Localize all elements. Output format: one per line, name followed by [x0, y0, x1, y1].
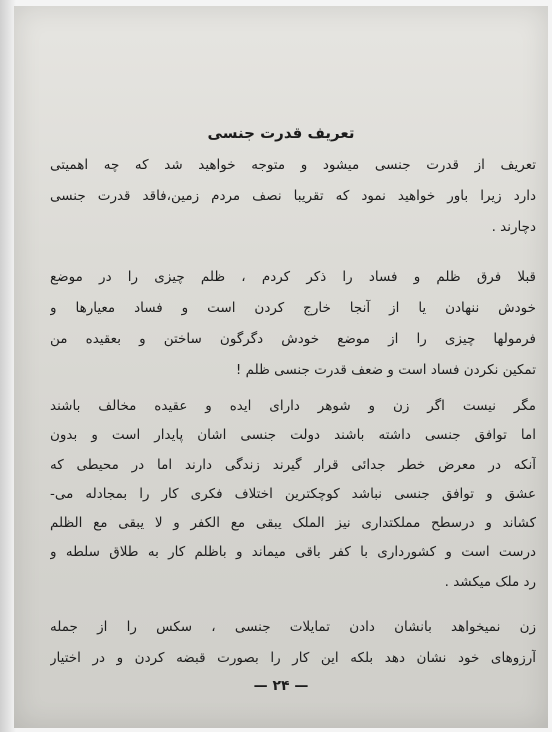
- text-line: رد ملک میکشد .: [444, 573, 536, 590]
- text-line: اما توافق جنسی داشته باشند دولت جنسی اشان پایدار است و بدون: [50, 427, 536, 444]
- text-line: تمکین نکردن فساد است و ضعف قدرت جنسی ظلم !: [235, 362, 536, 378]
- text-line: درست است و کشورداری با کفر باقی میماند و باظلم کار به طلاق سلطه و: [50, 544, 536, 561]
- text-line: دارد زیرا باور خواهید نمود که تقریبا نصف مردم زمین،فاقد قدرت جنسی: [50, 188, 536, 204]
- text-line: تعریف از قدرت جنسی میشود و متوجه خواهید شد که چه اهمیتی: [50, 157, 536, 173]
- text-line: آرزوهای خود نشان دهد بلکه این کار را بصورت قبضه کردن و در اختیار: [50, 650, 536, 666]
- paragraph-2: [50, 262, 536, 386]
- text-line: مگر نیست اگر زن و شوهر دارای ایده و عقیده مخالف باشند: [50, 398, 536, 414]
- text-line: فرمولها چیزی را از موضع خودش دگرگون ساختن و بعقیده من: [50, 331, 536, 347]
- paragraph-3: [50, 392, 536, 597]
- page-number: — ۲۴ —: [253, 678, 309, 694]
- text-line: کشاند و درسطح مملکتداری نیز الملک یبقی مع الکفر و لا یبقی مع الظلم: [50, 515, 536, 532]
- text-line: قبلا فرق ظلم و فساد را ذکر کردم ، ظلم چیزی را در موضع: [50, 269, 536, 285]
- page-title: تعریف قدرت جنسی: [207, 124, 355, 142]
- text-line: خودش ننهادن یا از آنجا خارج کردن است و فساد معیارها و: [50, 300, 536, 316]
- paragraph-1: [50, 150, 536, 243]
- book-page: [14, 6, 548, 728]
- text-line: آنکه در معرض خطر جدائی قرار گیرند زندگی دارند اما در محیطی که: [50, 456, 536, 473]
- paragraph-4: [50, 612, 536, 674]
- text-line: عشق و توافق جنسی نباشد کوچکترین اختلاف فکری کار را بمجادله می-: [50, 485, 536, 502]
- text-line: زن نمیخواهد بانشان دادن تمایلات جنسی ، سکس را از جمله: [50, 619, 536, 635]
- text-line: دچارند .: [491, 219, 536, 235]
